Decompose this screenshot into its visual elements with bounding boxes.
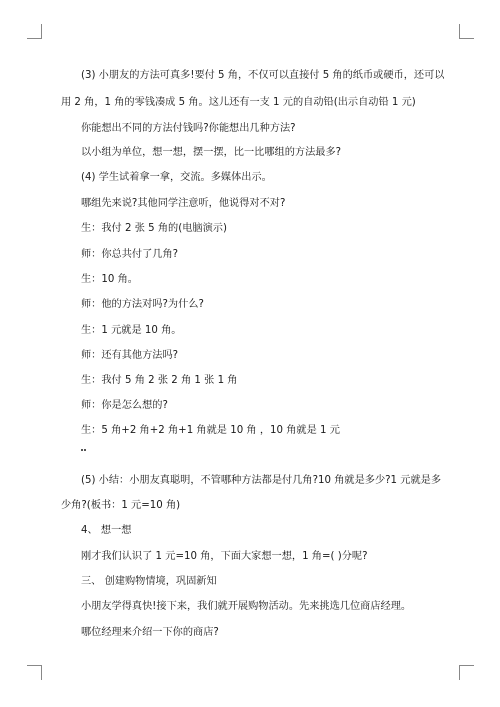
ellipsis-mark: [81, 449, 89, 452]
dialogue-line: 师：你是怎么想的?: [81, 400, 168, 411]
paragraph-line: 刚才我们认识了 1 元=10 角，下面大家想一想，1 角=( )分呢?: [81, 551, 368, 562]
paragraph-line: 以小组为单位，想一想，摆一摆，比一比哪组的方法最多?: [81, 147, 342, 158]
paragraph-line: 小朋友学得真快!接下来，我们就开展购物活动。先来挑选几位商店经理。: [81, 601, 412, 612]
paragraph-line: (5) 小结：小朋友真聪明，不管哪种方法都是付几角?10 角就是多少?1 元就是多: [81, 475, 442, 486]
paragraph-line: (4) 学生试着拿一拿，交流。多媒体出示。: [81, 172, 272, 183]
paragraph-line: 你能想出不同的方法付钱吗?你能想出几种方法?: [81, 123, 296, 134]
dialogue-line: 师：还有其他方法吗?: [81, 350, 179, 361]
dialogue-line: 生：10 角。: [81, 274, 138, 285]
paragraph-line: 少角?(板书：1 元=10 角): [61, 500, 181, 511]
dialogue-line: 师：他的方法对吗?为什么?: [81, 299, 204, 310]
paragraph-line: 哪组先来说?其他同学注意听，他说得对不对?: [81, 198, 286, 209]
crop-mark-top-left: [27, 24, 42, 39]
paragraph-line: 哪位经理来介绍一下你的商店?: [81, 627, 219, 638]
dialogue-line: 生：1 元就是 10 角。: [81, 325, 182, 336]
dialogue-line: 师：你总共付了几角?: [81, 249, 179, 260]
dialogue-line: 生：我付 5 角 2 张 2 角 1 张 1 角: [81, 375, 238, 386]
section-heading: 三、 创建购物情境，巩固新知: [81, 576, 217, 587]
dialogue-line: 生：我付 2 张 5 角的(电脑演示): [81, 223, 227, 234]
paragraph-line: 用 2 角，1 角的零钱凑成 5 角。这儿还有一支 1 元的自动铅(出示自动铅 1 元): [61, 97, 416, 108]
paragraph-line: (3) 小朋友的方法可真多!要付 5 角，不仅可以直接付 5 角的纸币或硬币，还可以: [81, 70, 445, 81]
section-heading: 4、 想一想: [81, 525, 132, 536]
dialogue-line: 生：5 角+2 角+2 角+1 角就是 10 角 ，10 角就是 1 元: [81, 425, 340, 436]
crop-mark-top-right: [459, 24, 474, 39]
crop-mark-bottom-right: [459, 665, 474, 680]
crop-mark-bottom-left: [27, 665, 42, 680]
